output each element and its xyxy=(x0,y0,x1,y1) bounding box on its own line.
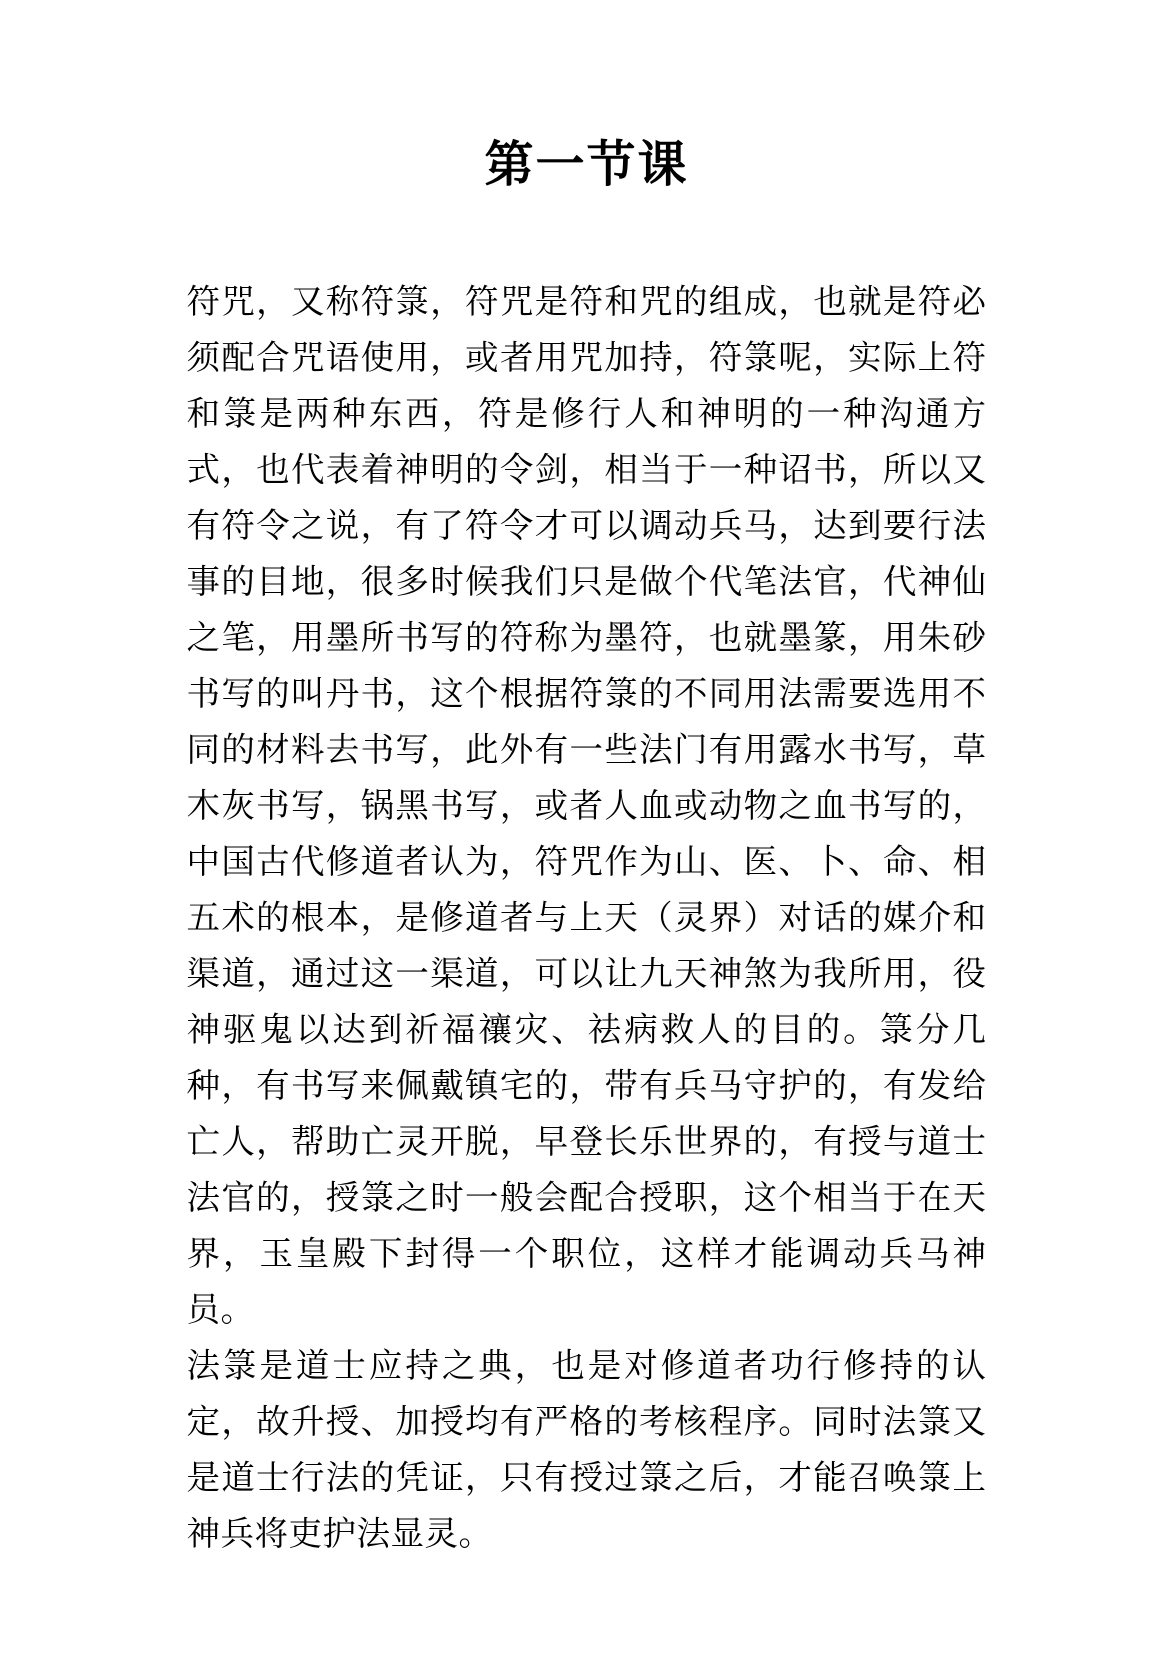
paragraph-1: 符咒，又称符箓，符咒是符和咒的组成，也就是符必须配合咒语使用，或者用咒加持，符箓呢，实际上符和箓是两种东西，符是修行人和神明的一种沟通方式，也代表着神明的令剑，相当于一种诏书，所以又有符令之说，有了符令才可以调动兵马，达到要行法事的目地，很多时候我们只是做个代笔法官，代神仙之笔，用墨所书写的符称为墨符，也就墨篆，用朱砂书写的叫丹书，这个根据符箓的不同用法需要选用不同的材料去书写，此外有一些法门有用露水书写，草木灰书写，锅黑书写，或者人血或动物之血书写的，中国古代修道者认为，符咒作为山、医、卜、命、相五术的根本，是修道者与上天（灵界）对话的媒介和渠道，通过这一渠道，可以让九天神煞为我所用，役神驱鬼以达到祈福禳灾、祛病救人的目的。箓分几种，有书写来佩戴镇宅的，带有兵马守护的，有发给亡人，帮助亡灵开脱，早登长乐世界的，有授与道士法官的，授箓之时一般会配合授职，这个相当于在天界，玉皇殿下封得一个职位，这样才能调动兵马神员。 xyxy=(186,281,987,1329)
paragraph-2: 法箓是道士应持之典，也是对修道者功行修持的认定，故升授、加授均有严格的考核程序。同时法箓又是道士行法的凭证，只有授过箓之后，才能召唤箓上神兵将吏护法显灵。 xyxy=(186,1345,987,1553)
document-body xyxy=(187,194,987,1562)
page-title: 第一节课 xyxy=(484,135,689,193)
